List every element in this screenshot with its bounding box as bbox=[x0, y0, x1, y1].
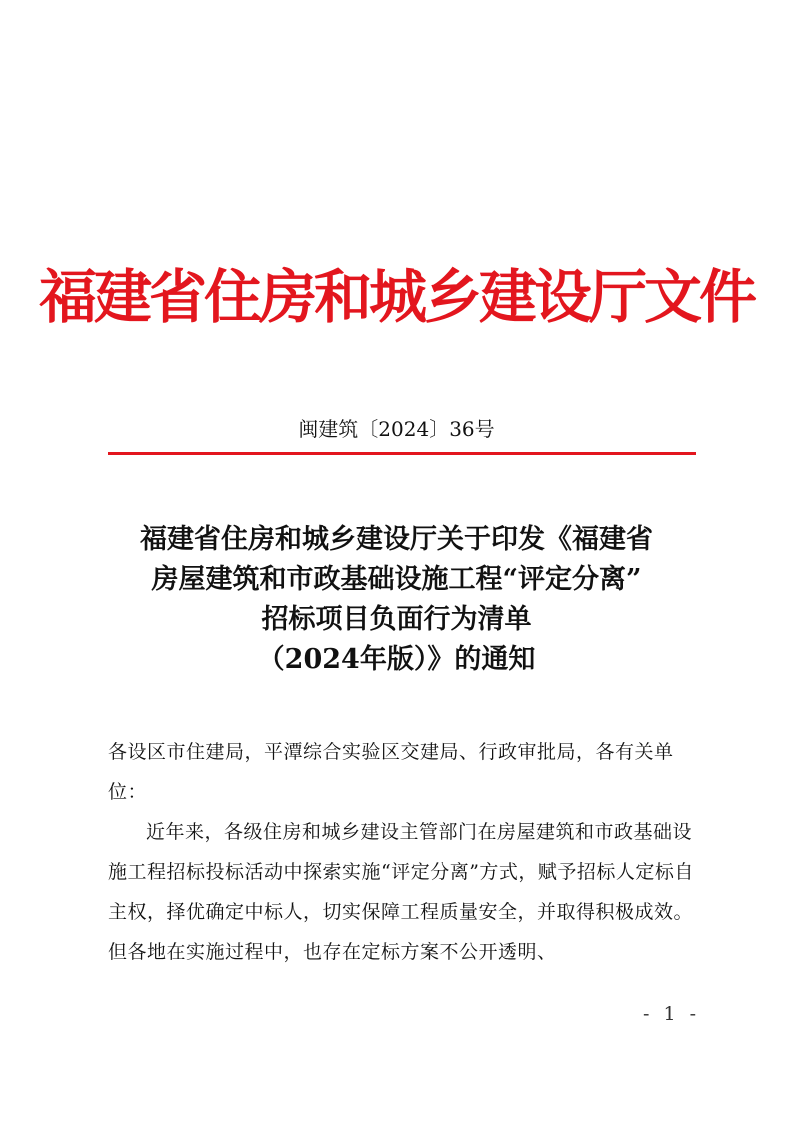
page-number: - 1 - bbox=[642, 1003, 700, 1025]
body-paragraph-text: 近年来，各级住房和城乡建设主管部门在房屋建筑和市政基础设施工程招标投标活动中探索实施“评定分离”方式，赋予招标人定标自主权，择优确定中标人，切实保障工程质量安全，并取得积极成效。但各地在实施过程中，也存在定标方案不公开透明、 bbox=[108, 821, 694, 963]
document-masthead: 福建省住房和城乡建设厅文件 bbox=[38, 263, 754, 331]
title-line-1: 福建省住房和城乡建设厅关于印发《福建省 bbox=[140, 524, 653, 555]
title-line-2: 房屋建筑和市政基础设施工程“评定分离” bbox=[151, 564, 642, 595]
salutation: 各设区市住建局，平潭综合实验区交建局、行政审批局，各有关单位： bbox=[108, 741, 674, 803]
red-divider-line bbox=[108, 452, 696, 455]
document-number: 闽建筑〔2024〕36号 bbox=[298, 417, 495, 441]
document-title bbox=[60, 520, 733, 680]
title-line-4: （2024年版）》的通知 bbox=[257, 644, 536, 675]
body-paragraph bbox=[108, 812, 698, 972]
title-line-3: 招标项目负面行为清单 bbox=[261, 604, 532, 635]
